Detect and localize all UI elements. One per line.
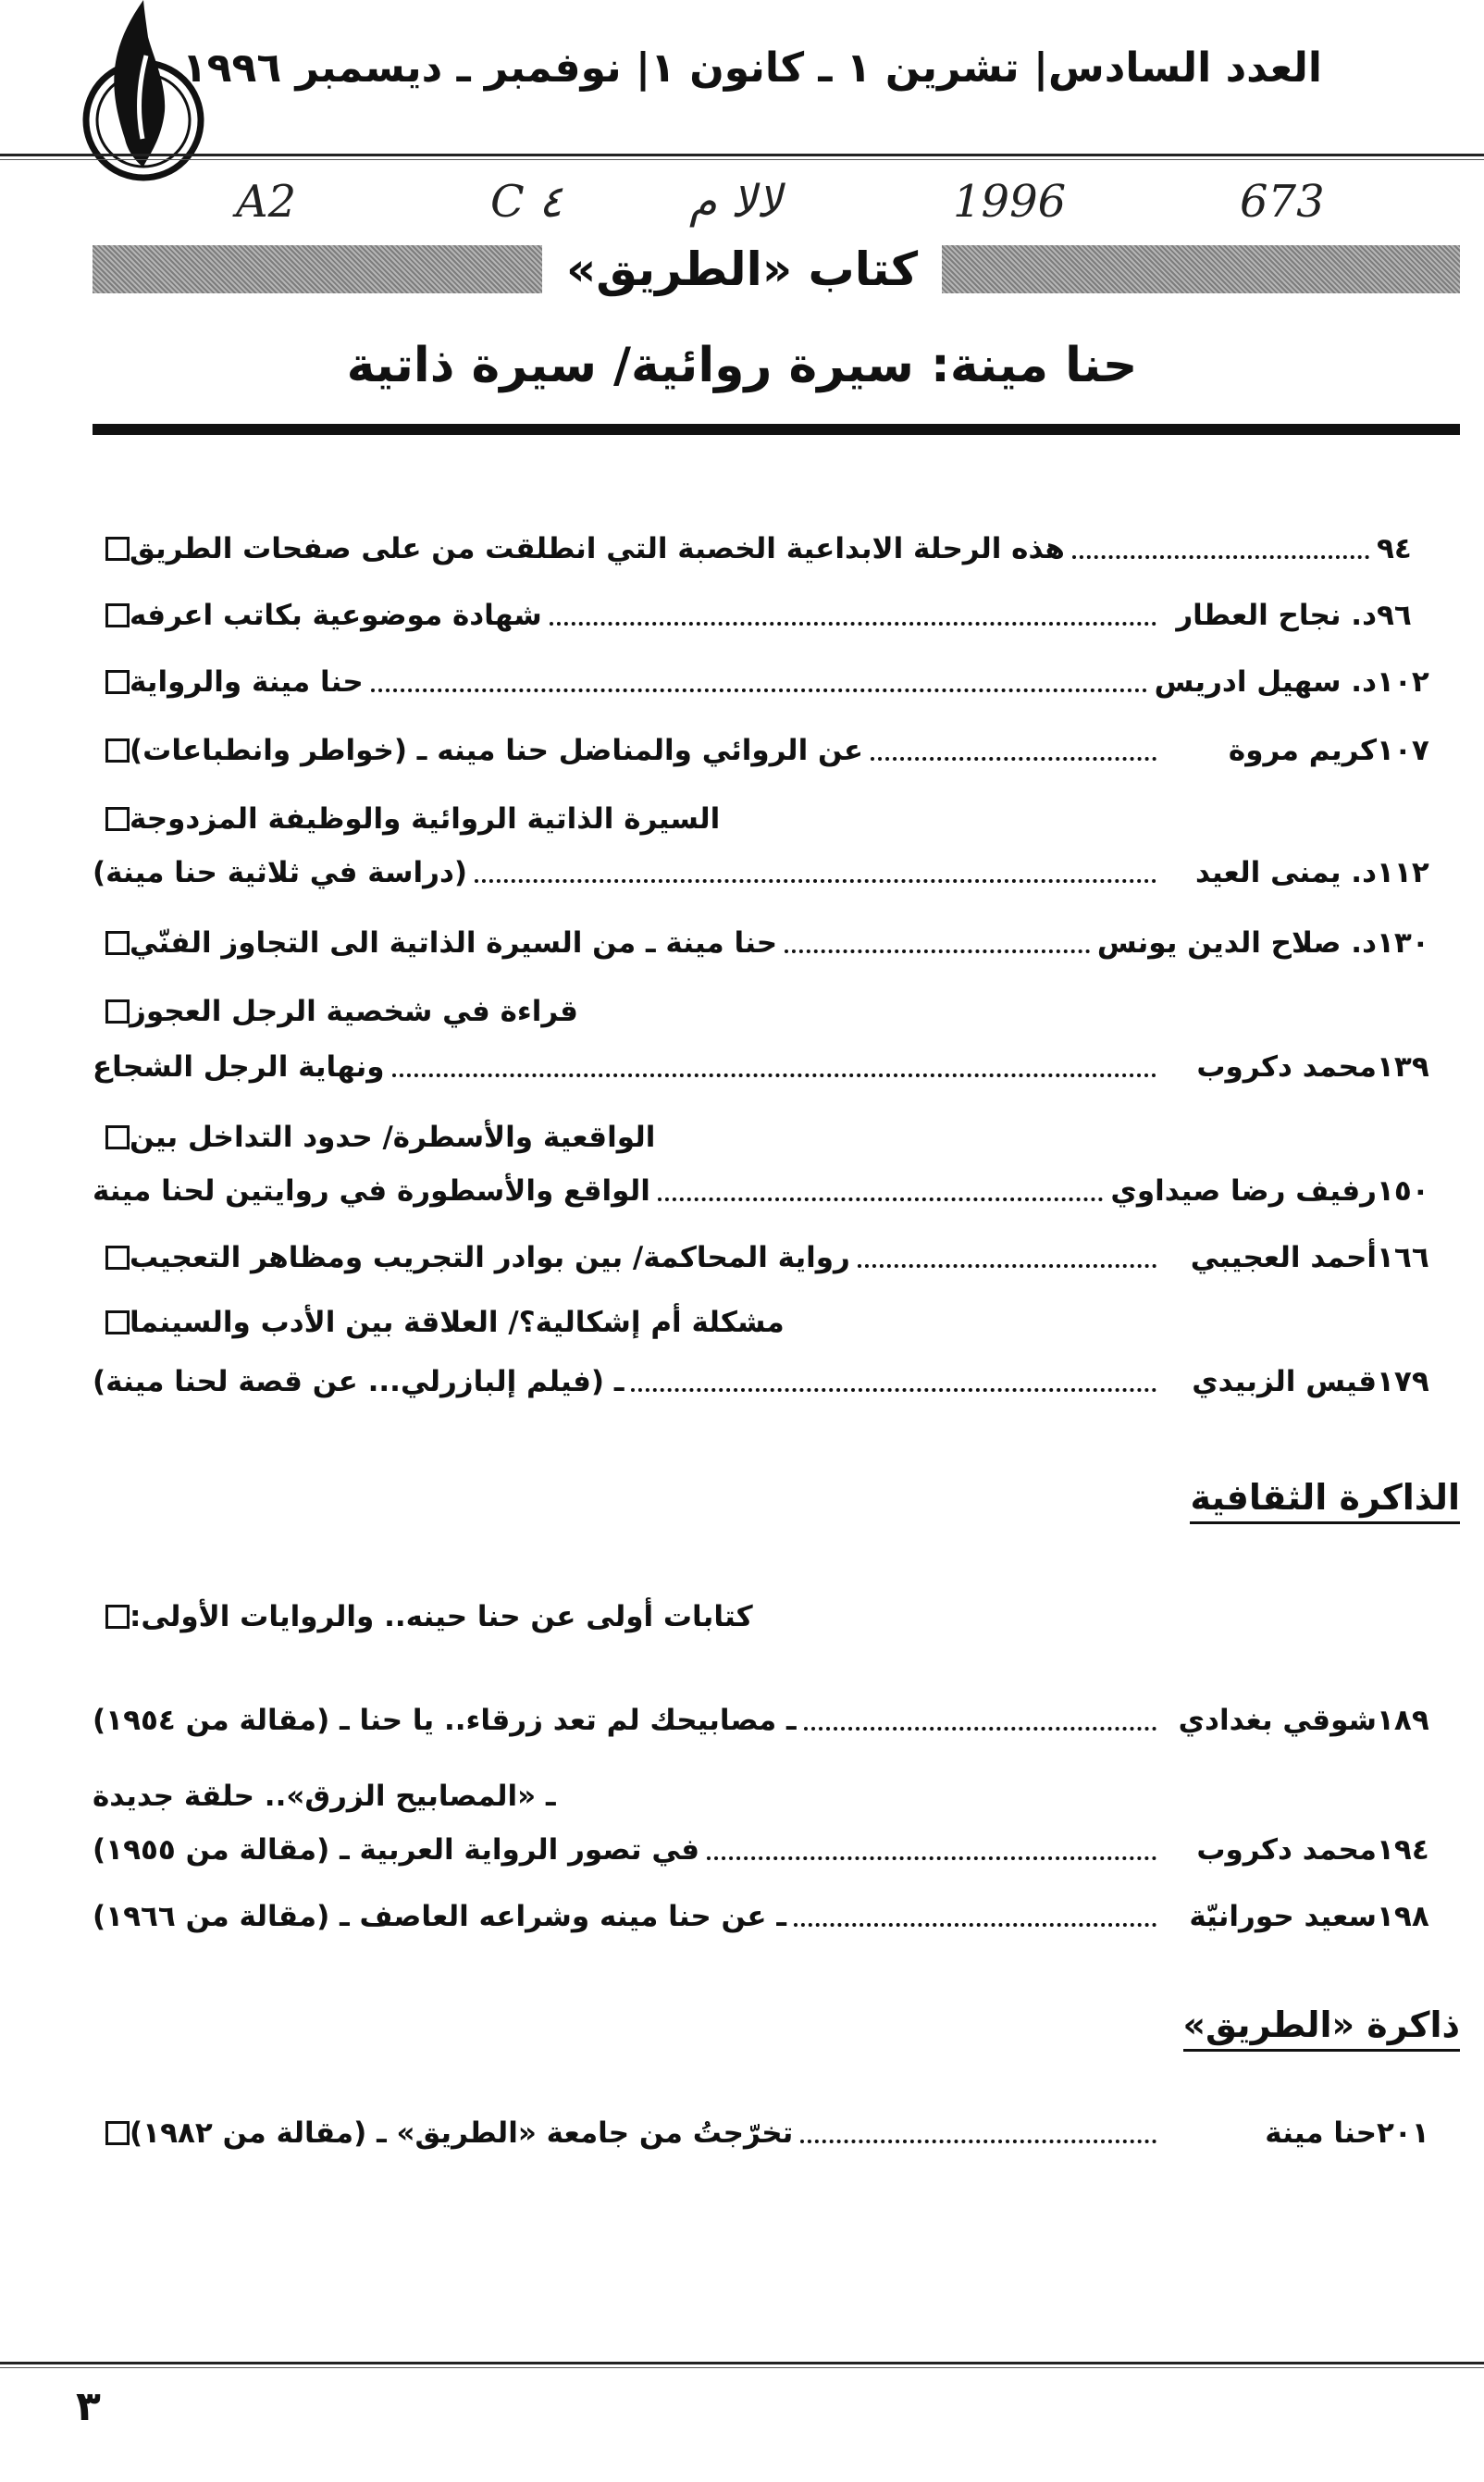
title-rule: [93, 424, 1460, 435]
toc-entry-continued[interactable]: في تصور الرواية العربية ـ (مقالة من ١٩٥٥) محمد دكروب ١٩٤: [93, 1833, 1429, 1867]
checkbox-icon: [105, 670, 130, 694]
torch-flame-logo: [74, 0, 213, 185]
page-title: حنا مينة: سيرة روائية/ سيرة ذاتية: [346, 338, 1138, 393]
footer-rule-thin: [0, 2367, 1484, 2368]
handwritten-note-1: A2: [236, 176, 297, 228]
toc-entry[interactable]: حنا مينة ـ من السيرة الذاتية الى التجاوز الفنّي د. صلاح الدين يونس ١٣٠: [93, 922, 1460, 964]
section-intro[interactable]: كتابات أولى عن حنا حينه.. والروايات الأولى:: [93, 1595, 1460, 1638]
checkbox-icon: [105, 999, 130, 1024]
toc-entry[interactable]: مشكلة أم إشكالية؟/ العلاقة بين الأدب والسينما: [93, 1301, 1460, 1344]
checkbox-icon: [105, 2121, 130, 2145]
checkbox-icon: [105, 931, 130, 955]
toc-entry[interactable]: عن الروائي والمناضل حنا مينه ـ (خواطر وانطباعات) كريم مروة ١٠٧: [93, 729, 1460, 772]
toc-entry[interactable]: السيرة الذاتية الروائية والوظيفة المزدوجة: [93, 798, 1460, 840]
toc-entry[interactable]: ـ مصابيحك لم تعد زرقاء.. يا حنا ـ (مقالة من ١٩٥٤) شوقي بغدادي ١٨٩: [93, 1704, 1429, 1737]
toc-entry[interactable]: الواقعية والأسطرة/ حدود التداخل بين: [93, 1116, 1460, 1159]
toc-entry[interactable]: ـ عن حنا مينه وشراعه العاصف ـ (مقالة من ١٩٦٦) سعيد حورانيّة ١٩٨: [93, 1900, 1429, 1933]
checkbox-icon: [105, 1246, 130, 1270]
handwritten-note-4: 1996: [953, 176, 1067, 228]
header-rule: [0, 154, 1484, 156]
toc-entry-continued[interactable]: ـ (فيلم إلبازرلي... عن قصة لحنا مينة) قيس الزبيدي ١٧٩: [93, 1365, 1429, 1398]
checkbox-icon: [105, 738, 130, 763]
toc-entry[interactable]: ـ «المصابيح الزرق».. حلقة جديدة: [93, 1780, 556, 1813]
toc-entry-continued[interactable]: (دراسة في ثلاثية حنا مينة) د. يمنى العيد ١١٢: [93, 856, 1429, 889]
header-rule-thin: [0, 159, 1484, 160]
toc-entry-continued[interactable]: ونهاية الرجل الشجاع محمد دكروب ١٣٩: [93, 1050, 1429, 1084]
issue-line: العدد السادس| تشرين ١ ـ كانون ١| نوفمبر ـ ديسمبر ١٩٩٦: [181, 44, 1322, 92]
handwritten-note-2: C ٤: [490, 176, 563, 228]
toc-entry[interactable]: هذه الرحلة الابداعية الخصبة التي انطلقت من على صفحات الطريق ٩٤: [93, 527, 1460, 570]
section-heading-tariq-memory: ذاكرة «الطريق»: [1183, 2004, 1461, 2052]
toc-entry[interactable]: شهادة موضوعية بكاتب اعرفه د. نجاح العطار ٩٦: [93, 594, 1460, 637]
checkbox-icon: [105, 1605, 130, 1629]
section-heading-cultural-memory: الذاكرة الثقافية: [1190, 1477, 1460, 1524]
handwritten-note-5: 673: [1240, 176, 1325, 228]
checkbox-icon: [105, 603, 130, 627]
toc-entry-continued[interactable]: الواقع والأسطورة في روايتين لحنا مينة رفيف رضا صيداوي ١٥٠: [93, 1174, 1429, 1208]
banner-title: كتاب «الطريق»: [0, 242, 1484, 296]
toc-entry[interactable]: تخرّجتُ من جامعة «الطريق» ـ (مقالة من ١٩٨٢) حنا مينة ٢٠١: [93, 2112, 1460, 2154]
checkbox-icon: [105, 1310, 130, 1334]
toc-entry[interactable]: حنا مينة والرواية د. سهيل ادريس ١٠٢: [93, 661, 1460, 703]
checkbox-icon: [105, 807, 130, 831]
toc-entry[interactable]: قراءة في شخصية الرجل العجوز: [93, 990, 1460, 1033]
checkbox-icon: [105, 537, 130, 561]
footer-rule: [0, 2362, 1484, 2364]
page-number: ٣: [76, 2383, 101, 2430]
checkbox-icon: [105, 1125, 130, 1149]
toc-entry[interactable]: رواية المحاكمة/ بين بوادر التجريب ومظاهر التعجيب أحمد العجيبي ١٦٦: [93, 1236, 1460, 1279]
handwritten-note-3: ﻻﻻ م: [689, 176, 782, 228]
